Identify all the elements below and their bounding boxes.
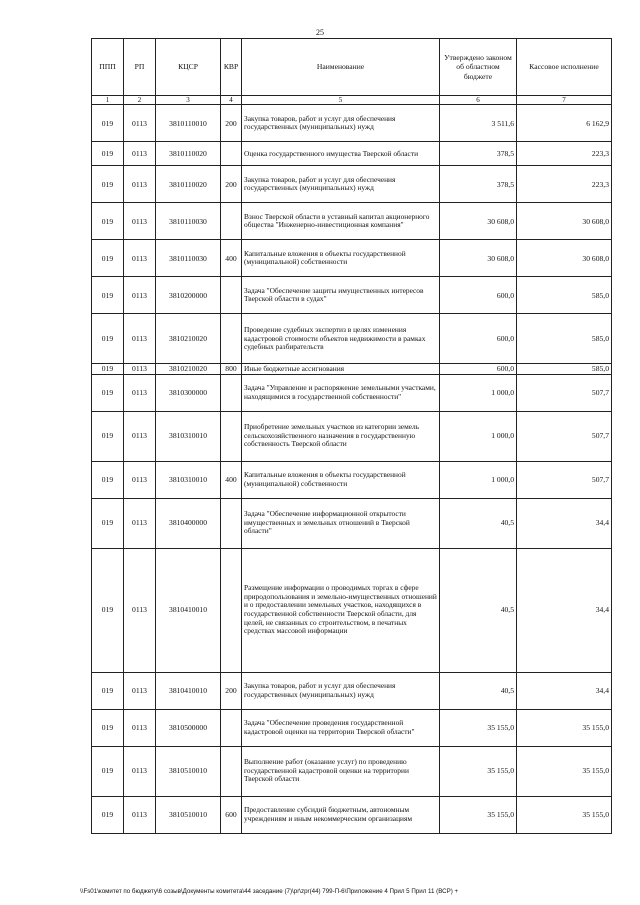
cell-kvr: 200 [221,105,242,142]
column-number: 5 [242,96,440,105]
cell-kvr [221,411,242,461]
cell-name: Иные бюджетные ассигнования [242,364,440,374]
cell-name: Закупка товаров, работ и услуг для обеспечения государственных (муниципальных) нужд [242,672,440,709]
cell-approved: 1 000,0 [440,461,517,498]
cell-cash: 34,4 [517,672,612,709]
cell-kvr [221,498,242,548]
cell-approved: 35 155,0 [440,746,517,796]
cell-kvr [221,709,242,746]
cell-kcsr: 3810510010 [156,796,221,833]
cell-ppp: 019 [92,203,124,240]
table-body [92,105,612,833]
cell-kcsr: 3810110010 [156,105,221,142]
cell-cash: 30 608,0 [517,240,612,277]
cell-kcsr: 3810110020 [156,166,221,203]
header-kcsr: КЦСР [156,39,221,96]
cell-name: Закупка товаров, работ и услуг для обеспечения государственных (муниципальных) нужд [242,105,440,142]
cell-rp: 0113 [124,105,156,142]
cell-rp: 0113 [124,746,156,796]
column-number: 2 [124,96,156,105]
cell-approved: 378,5 [440,142,517,166]
cell-rp: 0113 [124,709,156,746]
cell-rp: 0113 [124,364,156,374]
table-row [92,746,612,796]
cell-name: Оценка государственного имущества Тверской области [242,142,440,166]
cell-kvr [221,548,242,672]
cell-ppp: 019 [92,314,124,364]
cell-kvr: 200 [221,166,242,203]
cell-cash: 585,0 [517,277,612,314]
cell-kcsr: 3810410010 [156,672,221,709]
cell-kcsr: 3810110030 [156,203,221,240]
cell-ppp: 019 [92,166,124,203]
cell-rp: 0113 [124,796,156,833]
cell-ppp: 019 [92,672,124,709]
cell-kvr [221,142,242,166]
cell-ppp: 019 [92,277,124,314]
table-row [92,709,612,746]
cell-approved: 378,5 [440,166,517,203]
cell-cash: 35 155,0 [517,746,612,796]
cell-rp: 0113 [124,461,156,498]
header-ppp: ППП [92,39,124,96]
cell-approved: 40,5 [440,498,517,548]
cell-rp: 0113 [124,166,156,203]
cell-kvr: 400 [221,240,242,277]
cell-ppp: 019 [92,374,124,411]
cell-cash: 34,4 [517,548,612,672]
cell-rp: 0113 [124,240,156,277]
cell-cash: 34,4 [517,498,612,548]
cell-cash: 507,7 [517,411,612,461]
cell-cash: 585,0 [517,314,612,364]
cell-approved: 3 511,6 [440,105,517,142]
cell-ppp: 019 [92,498,124,548]
cell-ppp: 019 [92,364,124,374]
cell-name: Задача "Обеспечение защиты имущественных интересов Тверской области в судах" [242,277,440,314]
cell-rp: 0113 [124,548,156,672]
cell-approved: 1 000,0 [440,411,517,461]
cell-cash: 507,7 [517,374,612,411]
cell-approved: 30 608,0 [440,240,517,277]
cell-ppp: 019 [92,411,124,461]
cell-approved: 600,0 [440,314,517,364]
cell-ppp: 019 [92,461,124,498]
table-row [92,548,612,672]
cell-rp: 0113 [124,411,156,461]
cell-kcsr: 3810110020 [156,142,221,166]
cell-kcsr: 3810110030 [156,240,221,277]
cell-name: Выполнение работ (оказание услуг) по проведению государственной кадастровой оценки на территории Тверской области [242,746,440,796]
cell-name: Размещение информации о проводимых торгах в сфере природопользования и земельно-имущественных отношений и о предоставлении земельных участков, находящихся в государственной собственности Тверской области, для целей, не связанных со строительством, в печатных средствах массовой информации [242,548,440,672]
header-row [92,39,612,96]
cell-rp: 0113 [124,142,156,166]
header-rp: РП [124,39,156,96]
header-name: Наименование [242,39,440,96]
cell-approved: 40,5 [440,548,517,672]
column-number: 6 [440,96,517,105]
cell-cash: 30 608,0 [517,203,612,240]
cell-name: Приобретение земельных участков из категории земель сельскохозяйственного назначения в государственную собственность Тверской области [242,411,440,461]
cell-kcsr: 3810410010 [156,548,221,672]
cell-cash: 6 162,9 [517,105,612,142]
table-row [92,314,612,364]
cell-approved: 35 155,0 [440,796,517,833]
cell-kvr [221,746,242,796]
cell-name: Задача "Обеспечение информационной открытости имущественных и земельных отношений в Тверской области" [242,498,440,548]
column-number: 3 [156,96,221,105]
cell-approved: 30 608,0 [440,203,517,240]
table-row [92,796,612,833]
cell-ppp: 019 [92,142,124,166]
cell-kcsr: 3810200000 [156,277,221,314]
cell-approved: 1 000,0 [440,374,517,411]
table-row [92,142,612,166]
table-row [92,105,612,142]
cell-name: Задача "Управление и распоряжение земельными участками, находящимися в государственной собственности" [242,374,440,411]
cell-kcsr: 3810210020 [156,314,221,364]
cell-cash: 223,3 [517,166,612,203]
table-row [92,498,612,548]
cell-cash: 35 155,0 [517,709,612,746]
cell-name: Предоставление субсидий бюджетным, автономным учреждениям и иным некоммерческим организациям [242,796,440,833]
cell-kcsr: 3810310010 [156,411,221,461]
cell-kvr: 200 [221,672,242,709]
cell-cash: 223,3 [517,142,612,166]
table-row [92,364,612,374]
cell-approved: 600,0 [440,364,517,374]
cell-ppp: 019 [92,105,124,142]
table-row [92,240,612,277]
cell-approved: 600,0 [440,277,517,314]
cell-rp: 0113 [124,314,156,364]
cell-kvr [221,374,242,411]
column-number: 4 [221,96,242,105]
header-approved: Утверждено законом об областном бюджете [440,39,517,96]
cell-ppp: 019 [92,796,124,833]
cell-name: Взнос Тверской области в уставный капитал акционерного общества "Инженерно-инвестиционная компания" [242,203,440,240]
cell-rp: 0113 [124,672,156,709]
table-row [92,277,612,314]
cell-name: Задача "Обеспечение проведения государственной кадастровой оценки на территории Тверской области" [242,709,440,746]
cell-kcsr: 3810210020 [156,364,221,374]
cell-rp: 0113 [124,203,156,240]
table-row [92,411,612,461]
cell-kvr: 400 [221,461,242,498]
header-cash: Кассовое исполнение [517,39,612,96]
cell-kvr: 600 [221,796,242,833]
cell-kvr [221,314,242,364]
cell-rp: 0113 [124,374,156,411]
cell-ppp: 019 [92,746,124,796]
cell-cash: 585,0 [517,364,612,374]
cell-kcsr: 3810500000 [156,709,221,746]
cell-kvr [221,203,242,240]
cell-kcsr: 3810510010 [156,746,221,796]
cell-rp: 0113 [124,498,156,548]
budget-execution-table [91,38,612,834]
header-kvr: КВР [221,39,242,96]
cell-ppp: 019 [92,548,124,672]
cell-kcsr: 3810300000 [156,374,221,411]
table-row [92,374,612,411]
table-row [92,166,612,203]
table-row [92,672,612,709]
table-row [92,461,612,498]
cell-kcsr: 3810310010 [156,461,221,498]
cell-cash: 507,7 [517,461,612,498]
cell-kcsr: 3810400000 [156,498,221,548]
page-number: 25 [316,28,324,37]
cell-name: Проведение судебных экспертиз в целях изменения кадастровой стоимости объектов недвижимости в рамках судебных разбирательств [242,314,440,364]
cell-approved: 35 155,0 [440,709,517,746]
cell-approved: 40,5 [440,672,517,709]
column-number-row [92,96,612,105]
cell-name: Капитальные вложения в объекты государственной (муниципальной) собственности [242,461,440,498]
cell-cash: 35 155,0 [517,796,612,833]
cell-kvr: 800 [221,364,242,374]
table-row [92,203,612,240]
cell-ppp: 019 [92,709,124,746]
column-number: 7 [517,96,612,105]
cell-name: Капитальные вложения в объекты государственной (муниципальной) собственности [242,240,440,277]
cell-rp: 0113 [124,277,156,314]
footer-file-path: \\Fs01\комитет по бюджету\6 созыв\Документы комитета\44 заседание (7)\pr\zpr(44) 799-П-6\Приложение 4 Прил 5 Прил 11 (ВСР) + [80,888,459,895]
cell-name: Закупка товаров, работ и услуг для обеспечения государственных (муниципальных) нужд [242,166,440,203]
cell-kvr [221,277,242,314]
column-number: 1 [92,96,124,105]
cell-ppp: 019 [92,240,124,277]
